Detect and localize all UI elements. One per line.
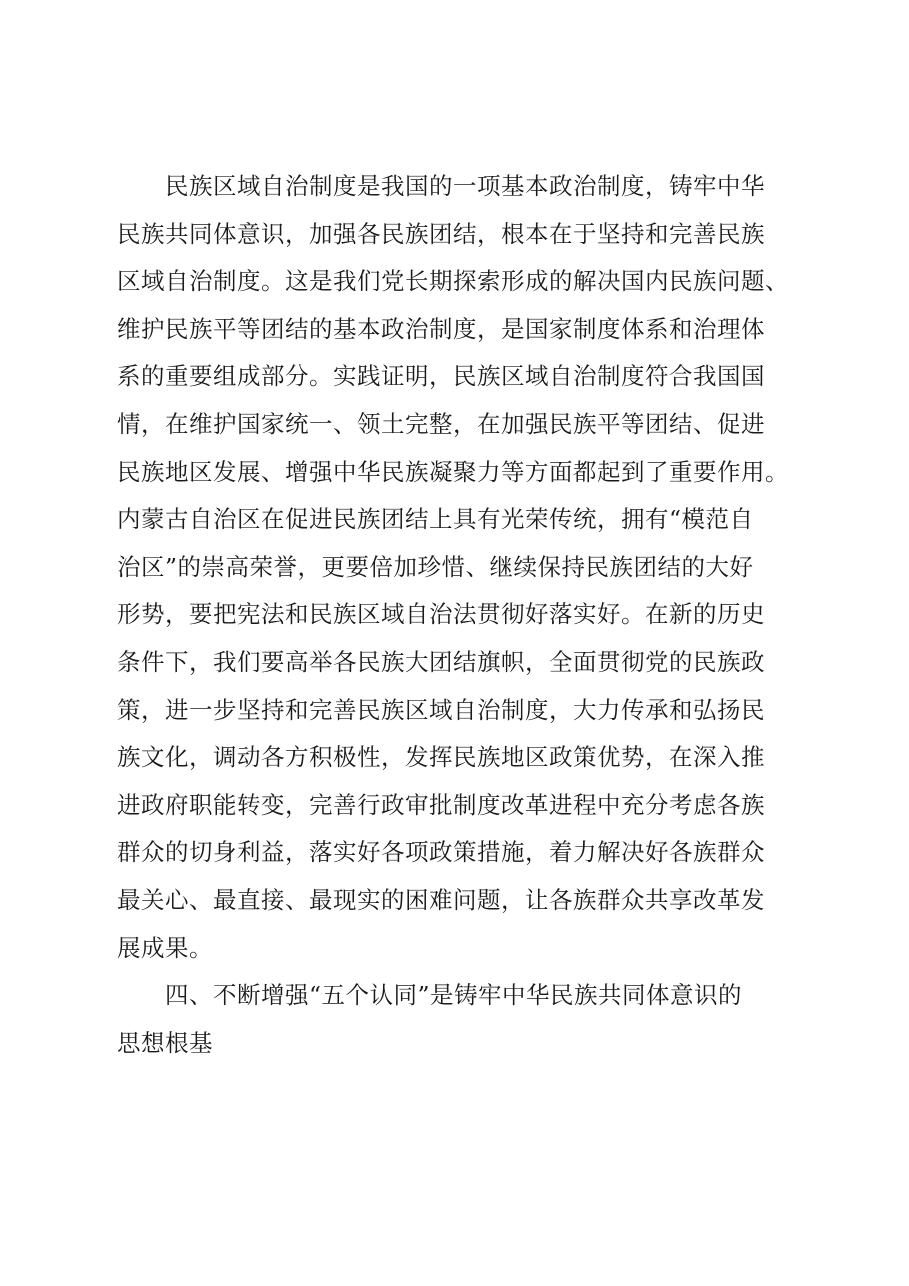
- section-heading: [117, 972, 817, 1067]
- paragraph-line: 民族区域自治制度是我国的一项基本政治制度，铸牢中华: [165, 172, 765, 200]
- paragraph: [117, 163, 817, 972]
- paragraph-line: 形势，要把宪法和民族区域自治法贯彻好落实好。在新的历史: [117, 600, 765, 629]
- paragraph-line: 民族地区发展、增强中华民族凝聚力等方面都起到了重要作用。: [117, 457, 789, 486]
- paragraph-line: 策，进一步坚持和完善民族区域自治制度，大力传承和弘扬民: [117, 695, 765, 724]
- heading-line: 思想根基: [117, 1028, 213, 1057]
- paragraph-line: 条件下，我们要高举各民族大团结旗帜，全面贯彻党的民族政: [117, 647, 765, 676]
- paragraph-line: 最关心、最直接、最现实的困难问题，让各族群众共享改革发: [117, 885, 765, 914]
- paragraph-line: 进政府职能转变，完善行政审批制度改革进程中充分考虑各族: [117, 790, 765, 819]
- paragraph-line: 区域自治制度。这是我们党长期探索形成的解决国内民族问题、: [117, 267, 789, 296]
- paragraph-line: 族文化，调动各方积极性，发挥民族地区政策优势，在深入推: [117, 743, 765, 772]
- document-body: [117, 163, 817, 1067]
- paragraph-line: 展成果。: [117, 933, 213, 962]
- paragraph-line: 群众的切身利益，落实好各项政策措施，着力解决好各族群众: [117, 838, 765, 867]
- paragraph-line: 情，在维护国家统一、领土完整，在加强民族平等团结、促进: [117, 409, 765, 438]
- paragraph-line: 民族共同体意识，加强各民族团结，根本在于坚持和完善民族: [117, 219, 765, 248]
- paragraph-line: 维护民族平等团结的基本政治制度，是国家制度体系和治理体: [117, 314, 765, 343]
- paragraph-line: 系的重要组成部分。实践证明，民族区域自治制度符合我国国: [117, 362, 765, 391]
- paragraph-line: 治区”的崇高荣誉，更要倍加珍惜、继续保持民族团结的大好: [117, 552, 754, 581]
- paragraph-line: 内蒙古自治区在促进民族团结上具有光荣传统，拥有“模范自: [117, 505, 754, 534]
- heading-line: 四、不断增强“五个认同”是铸牢中华民族共同体意识的: [165, 981, 743, 1010]
